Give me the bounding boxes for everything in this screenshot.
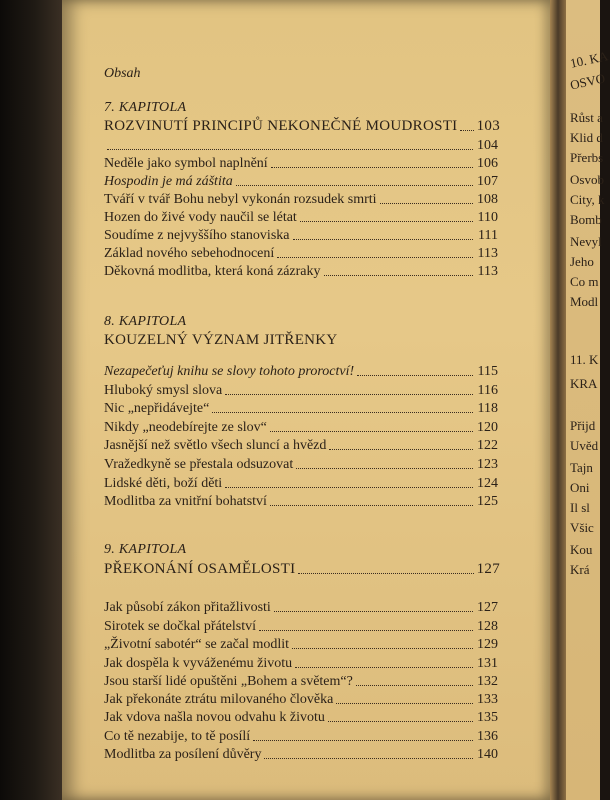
toc-entry-title: Jak překonáte ztrátu milovaného člověka	[104, 692, 334, 707]
toc-entry	[104, 244, 498, 262]
toc-entry	[104, 672, 498, 690]
facing-page-fragment: Bomb	[570, 212, 602, 227]
toc-entry	[104, 154, 498, 172]
toc-page-number: 104	[477, 138, 498, 153]
toc-entry-title: Nezapečeťuj knihu se slovy tohoto proroctví!	[104, 364, 355, 379]
facing-page-fragment: Kou	[570, 542, 593, 557]
toc-page-number: 108	[477, 192, 498, 207]
toc-page-number: 135	[477, 710, 498, 725]
chapter-title	[104, 332, 500, 349]
dot-leader	[253, 740, 473, 741]
toc-entry	[104, 399, 498, 417]
toc-page-number: 110	[477, 210, 498, 225]
toc-entry	[104, 136, 498, 154]
toc-entry	[104, 226, 498, 244]
toc-page-number: 122	[477, 438, 498, 453]
chapter-label: 8. KAPITOLA	[104, 314, 187, 329]
dot-leader	[236, 185, 473, 186]
toc-page-number: 123	[477, 457, 498, 472]
facing-page-edge	[566, 0, 610, 800]
toc-entry	[104, 635, 498, 653]
chapter-title	[104, 118, 500, 135]
facing-page-fragment: Klid d	[570, 130, 603, 145]
dot-leader	[107, 149, 473, 150]
toc-entry-title: Modlitba za vnitřní bohatství	[104, 494, 267, 509]
toc-entry	[104, 708, 498, 726]
toc-page-number: 124	[477, 476, 498, 491]
toc-entry	[104, 474, 498, 492]
dot-leader	[277, 257, 473, 258]
toc-entry-title: Jak vdova našla novou odvahu k životu	[104, 710, 325, 725]
dot-leader	[298, 573, 473, 574]
dot-leader	[357, 375, 473, 376]
toc-entry-title: Hospodin je má záštita	[104, 174, 233, 189]
toc-page-number: 111	[478, 228, 498, 243]
toc-entry-title: Jsou starší lidé opuštěni „Bohem a světem“?	[104, 674, 353, 689]
chapter-title	[104, 561, 500, 578]
dot-leader	[270, 431, 473, 432]
toc-entry	[104, 381, 498, 399]
facing-page-fragment: Nevyl	[570, 234, 602, 249]
toc-entry-title: „Životní sabotér“ se začal modlit	[104, 637, 290, 652]
facing-page-fragment: Modl	[570, 294, 599, 309]
chapter-page-number: 103	[476, 118, 500, 134]
toc-page-number: 131	[477, 656, 498, 671]
toc-entry-title: Hozen do živé vody naučil se létat	[104, 210, 297, 225]
dot-leader	[380, 203, 473, 204]
toc-entry-title: Modlitba za posílení důvěry	[104, 747, 262, 762]
toc-entry-title: Sirotek se dočkal přátelství	[104, 619, 257, 634]
toc-entry	[104, 654, 498, 672]
dot-leader	[270, 505, 473, 506]
toc-entry-title: Neděle jako symbol naplnění	[104, 156, 268, 171]
chapter-label: 9. KAPITOLA	[104, 542, 187, 557]
facing-page-fragment: Il sl	[570, 500, 590, 515]
facing-page-fragment: Oni	[570, 480, 590, 495]
dot-leader	[324, 275, 473, 276]
toc-entry-title: Lidské děti, boží děti	[104, 476, 223, 491]
facing-page-fragment: OSVO	[568, 70, 607, 93]
dot-leader	[296, 468, 473, 469]
toc-entry	[104, 492, 498, 510]
dot-leader	[225, 394, 473, 395]
facing-page-fragment: Uvěd	[570, 438, 599, 453]
toc-page-number: 136	[477, 729, 498, 744]
dot-leader	[328, 721, 473, 722]
dot-leader	[274, 611, 473, 612]
toc-entry-title: Jak dospěla k vyváženému životu	[104, 656, 293, 671]
dot-leader	[293, 239, 474, 240]
toc-entry	[104, 418, 498, 436]
dark-background-left	[0, 0, 62, 800]
toc-page-number: 127	[477, 600, 498, 615]
toc-entry	[104, 172, 498, 190]
toc-entry	[104, 727, 498, 745]
toc-entry-title: Soudíme z nejvyššího stanoviska	[104, 228, 290, 243]
toc-page-number: 132	[477, 674, 498, 689]
toc-entry-title: Základ nového sebehodnocení	[104, 246, 275, 261]
toc-page-number: 116	[477, 383, 498, 398]
running-head: Obsah	[104, 66, 141, 81]
toc-entry-title: Vražedkyně se přestala odsuzovat	[104, 457, 294, 472]
toc-page-number: 140	[477, 747, 498, 762]
dot-leader	[264, 758, 473, 759]
toc-page-number: 106	[477, 156, 498, 171]
dot-leader	[460, 130, 473, 131]
toc-entry-title: Jasnější než světlo všech sluncí a hvězd	[104, 438, 327, 453]
toc-page-number: 125	[477, 494, 498, 509]
toc-entry	[104, 262, 498, 280]
toc-entry	[104, 208, 498, 226]
toc-entry-title: Nikdy „neodebírejte ze slov“	[104, 420, 267, 435]
toc-entry	[104, 436, 498, 454]
toc-entry	[104, 745, 498, 763]
toc-page-number: 113	[477, 264, 498, 279]
toc-entry-title: Co tě nezabije, to tě posílí	[104, 729, 251, 744]
facing-page-fragment: Přijd	[570, 418, 596, 433]
toc-entry	[104, 617, 498, 635]
dot-leader	[329, 449, 473, 450]
toc-entry-title: Tváří v tvář Bohu nebyl vykonán rozsudek smrti	[104, 192, 377, 207]
dot-leader	[300, 221, 473, 222]
chapter-title-text: ROZVINUTÍ PRINCIPŮ NEKONEČNÉ MOUDROSTI	[104, 118, 458, 134]
facing-page-fragment: Osvob	[570, 172, 604, 187]
facing-page-fragment: KRA	[570, 376, 598, 391]
facing-page-fragment: Krá	[570, 562, 590, 577]
facing-page-fragment: 11. K	[570, 352, 599, 367]
dot-leader	[212, 412, 473, 413]
dot-leader	[295, 667, 473, 668]
toc-page-number: 129	[477, 637, 498, 652]
facing-page-fragment: Všic	[570, 520, 594, 535]
toc-page-number: 113	[477, 246, 498, 261]
dot-leader	[356, 685, 473, 686]
toc-entry	[104, 598, 498, 616]
dot-leader	[225, 487, 473, 488]
toc-page-number: 107	[477, 174, 498, 189]
toc-page-number: 118	[477, 401, 498, 416]
toc-entry-title: Děkovná modlitba, která koná zázraky	[104, 264, 321, 279]
chapter-page-number: 127	[476, 561, 500, 577]
toc-page-number: 133	[477, 692, 498, 707]
facing-page-fragment: Tajn	[570, 460, 593, 475]
toc-page-number: 128	[477, 619, 498, 634]
toc-page-number: 120	[477, 420, 498, 435]
chapter-title-text: KOUZELNÝ VÝZNAM JITŘENKY	[104, 332, 338, 348]
dot-leader	[271, 167, 473, 168]
toc-entry-title: Hluboký smysl slova	[104, 383, 223, 398]
chapter-label: 7. KAPITOLA	[104, 100, 187, 115]
toc-entry	[104, 455, 498, 473]
facing-page-fragment: Přerbs	[570, 150, 604, 165]
toc-entry	[104, 362, 498, 380]
dot-leader	[259, 630, 473, 631]
facing-page-fragment: Co m	[570, 274, 599, 289]
toc-entry-title: Nic „nepřidávejte“	[104, 401, 210, 416]
facing-page-fragment: Jeho	[570, 254, 594, 269]
facing-page-fragment: City, k	[570, 192, 605, 207]
toc-entry	[104, 690, 498, 708]
dot-leader	[336, 703, 473, 704]
toc-page-number: 115	[477, 364, 498, 379]
chapter-title-text: PŘEKONÁNÍ OSAMĚLOSTI	[104, 561, 296, 577]
toc-entry-title: Jak působí zákon přitažlivosti	[104, 600, 271, 615]
facing-page-fragment: Růst a	[570, 110, 603, 125]
toc-entry	[104, 190, 498, 208]
book-gutter	[550, 0, 566, 800]
facing-page-fragment: 10. KA	[568, 48, 610, 71]
dot-leader	[292, 648, 473, 649]
